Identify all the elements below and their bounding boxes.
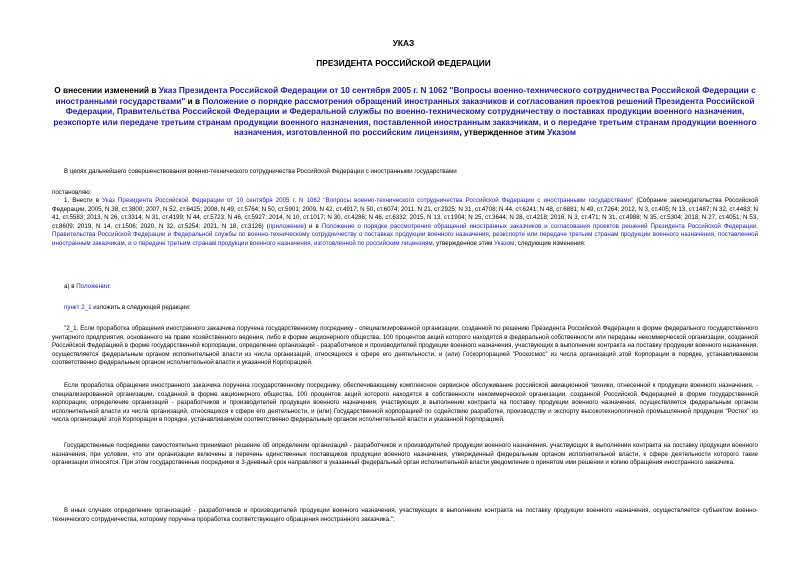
- appendix-link[interactable]: приложение: [268, 222, 304, 230]
- regulation-link[interactable]: Положение о порядке рассмотрения обращений иностранных заказчиков и согласования проектов решений Президента Российской Федерации, Правительства Российской Федерации и Федеральной службы по военно-техническому сотрудничеству о поставках продукции военного назначения, реэкспорте или передаче третьим странам продукции военного назначения, поставленной иностранным заказчикам, и о передаче третьим странам продукции военного назначения, изготовленной по российским лицензиям: [52, 222, 758, 247]
- item-1-text: , утвержденное этим: [432, 239, 494, 247]
- quoted-paragraph-2: Если проработка обращения иностранного заказчика поручена государственному посреднику, обеспечивающему комплексное сервисное обслуживание российской авиационной техники, отнесенной к продукции военного назначения, - специализированной организации, созданной в форме акционерного общества, 100 процентов акций которого находятся в собственности некоммерческой организации, созданной Российской Федерацией в форме государственной корпорации, определение организаций - разработчиков и производителей продукции военного назначения, участвующих в выполнении контракта на поставку продукции военного назначения, осуществляется федеральным органом исполнительной власти из числа организаций, относящихся к сфере его деятельности, и (или) Государственной корпорацией по содействию разработке, производству и экспорту высокотехнологичной промышленной продукции "Ростех" из числа организаций этой Корпорации в порядке, устанавливаемом соответственно федеральным органом исполнительной власти и указанной Корпорацией.: [52, 382, 758, 424]
- decree-link[interactable]: Указом: [493, 239, 515, 247]
- clause-intro-text: изложить в следующей редакции:: [91, 304, 191, 311]
- preamble-paragraph: В целях дальнейшего совершенствования военно-технического сотрудничества Российской Федерации с иностранными государствами: [64, 168, 457, 175]
- decree-1062-link[interactable]: Указ Президента Российской Федерации от 10 сентября 2005 г. N 1062 "Вопросы военно-технического сотрудничества Российской Федерации с иностранными государствами": [55, 85, 756, 106]
- title-text: О внесении изменений в: [54, 85, 159, 95]
- clause-intro-paragraph: [52, 304, 758, 313]
- document-title: [52, 85, 758, 138]
- item-1-text: (Собрание законодательства Российской Федерации, 2005, N 38, ст.3800; 2007, N 52, ст.6425; 2008, N 49, ст.5764; N 50, ст.5901; 2009, N 42, ст.4917; N 50, ст.6074; 2011, N 21, ст.2925; N 31, ст.4708; N 44, ст.6241; N 48, ст.6881; N 49, ст.7264; 2012, N 3, ст.405; N 13, ст.1487; N 32, ст.4483; N 41, ст.5583; 2013, N 26, ст.3314; N 31, ст.4199; N 44, ст.5723; N 46, ст.5927; 2014, N 10, ст.1017; N 30, ст.4286; N 46, ст.6332; 2015, N 13, ст.1904; N 25, ст.3644; N 28, ст.4218; 2016, N 3, ст.471; N 31, ст.4988; N 35, ст.5304; 2018, N 27, ст.4051; N 53, ст.8609; 2019, N 14, ст.1506; 2020, N 32, ст.5254; 2021, N 18, ст.3126) (: [52, 197, 758, 230]
- title-text: , утвержденное этим: [459, 127, 548, 138]
- clause-2-1-link[interactable]: пункт 2_1: [64, 304, 92, 311]
- quoted-paragraph-4: В иных случаях определение организаций - разработчиков и производителей продукции военного назначения, участвующих в выполнении контракта на поставку продукции военного назначения, осуществляется субъектом военно-технического сотрудничества, которому поручена проработка соответствующего обращения иностранного заказчика.";: [52, 507, 758, 523]
- regulation-short-link[interactable]: Положении: [76, 283, 109, 290]
- issuer-heading: ПРЕЗИДЕНТА РОССИЙСКОЙ ФЕДЕРАЦИИ: [316, 58, 491, 68]
- regulation-link[interactable]: Положение о порядке рассмотрения обращений иностранных заказчиков и согласования проектов решений Президента Российской Федерации, Правительства Российской Федерации и Федеральной службы по военно-техническому сотрудничеству о поставках продукции военного назначения, реэкспорте или передаче третьим странам продукции военного назначения, поставленной иностранным заказчикам, и о передаче третьим странам продукции военного назначения, изготовленной по российским лицензиям: [53, 95, 757, 138]
- decree-link[interactable]: Указом: [547, 127, 576, 138]
- doc-type-heading: УКАЗ: [392, 38, 415, 48]
- item-1-paragraph: [52, 197, 758, 249]
- decree-1062-link[interactable]: Указ Президента Российской Федерации от 10 сентября 2005 г. N 1062 "Вопросы военно-технического сотрудничества Российской Федерации с иностранными государствами": [102, 197, 634, 204]
- quoted-paragraph-1: "2_1. Если проработка обращения иностранного заказчика поручена государственному посреднику - специализированной организации, созданной по решению Президента Российской Федерации в форме федерального государственного унитарного предприятия, основанного на праве хозяйственного ведения, либо в форме акционерного общества, 100 процентов акций которого находятся в федеральной собственности или переданы некоммерческой организации, созданной Российской Федерацией в форме государственной корпорации, определение организаций - разработчиков и производителей продукции военного назначения, участвующих в выполнении контракта на поставку продукции военного назначения, осуществляется федеральным органом исполнительной власти из числа организаций, относящихся к сфере его деятельности, и (или) Госкорпорацией "Роскосмос" из числа организаций этой Корпорации в порядке, устанавливаемом соответственно федеральным органом исполнительной власти и указанной Корпорацией.: [52, 325, 758, 367]
- title-text: и в: [185, 95, 203, 106]
- quoted-paragraph-3: Государственные посредники самостоятельно принимают решение об определении организаций - разработчиков и производителей продукции военного назначения, участвующих в выполнении контракта на поставку продукции военного назначения, при условии, что эти организации включены в перечень единственных поставщиков продукции военного назначения, утвержденный федеральным органом исполнительной власти, к сфере деятельности которого такие организации относятся. При этом государственные посредники в 3-дневный срок направляют в указанный федеральный орган исполнительной власти уведомление о принятом ими решении и копию обращения иностранного заказчика.: [52, 442, 758, 467]
- subitem-a-paragraph: [52, 283, 758, 292]
- item-1-text: ) и в: [304, 222, 322, 230]
- subitem-a-text: :: [108, 283, 111, 290]
- subitem-a-text: а) в: [64, 283, 77, 290]
- decree-word: постановляю:: [52, 189, 92, 196]
- item-1-text: , следующие изменения:: [514, 239, 586, 247]
- item-1-text: 1. Внести в: [64, 197, 103, 204]
